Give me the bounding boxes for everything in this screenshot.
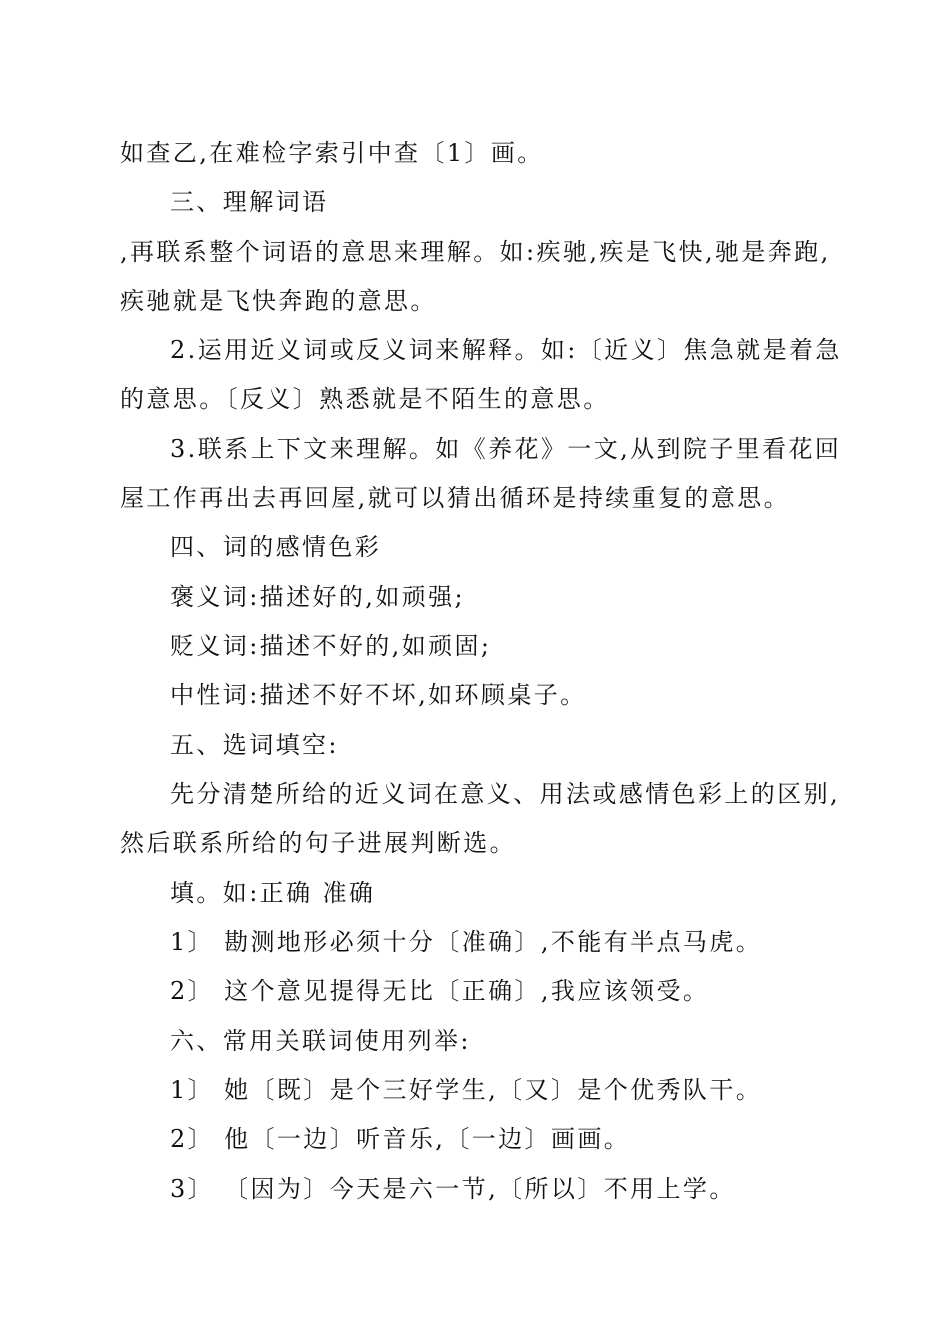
paragraph-line: 屋工作再出去再回屋,就可以猜出循环是持续重复的意思。: [120, 484, 791, 512]
list-item: 2〕 他〔一边〕听音乐,〔一边〕画画。: [170, 1125, 631, 1153]
section-heading: 六、常用关联词使用列举:: [170, 1027, 471, 1055]
paragraph-line: 褒义词:描述好的,如顽强;: [170, 583, 465, 611]
paragraph-line: ,再联系整个词语的意思来理解。如:疾驰,疾是飞快,驰是奔跑,: [120, 238, 831, 266]
paragraph-line: 填。如:正确 准确: [170, 879, 376, 907]
list-item: 1〕 勘测地形必须十分〔准确〕,不能有半点马虎。: [170, 928, 763, 956]
list-item: 2〕 这个意见提得无比〔正确〕,我应该领受。: [170, 977, 710, 1005]
paragraph-line: 贬义词:描述不好的,如顽固;: [170, 632, 492, 660]
paragraph-line: 2.运用近义词或反义词来解释。如:〔近义〕焦急就是着急: [170, 336, 842, 364]
paragraph-line: 中性词:描述不好不坏,如环顾桌子。: [170, 681, 587, 709]
section-heading: 五、选词填空:: [170, 731, 339, 759]
section-heading: 四、词的感情色彩: [170, 533, 382, 561]
paragraph-line: 的意思。〔反义〕熟悉就是不陌生的意思。: [120, 385, 610, 413]
paragraph-line: 先分清楚所给的近义词在意义、用法或感情色彩上的区别,: [170, 780, 841, 808]
paragraph-line: 如查乙,在难检字索引中查〔1〕画。: [120, 139, 544, 167]
paragraph-line: 然后联系所给的句子进展判断选。: [120, 829, 516, 857]
section-heading: 三、理解词语: [170, 188, 329, 216]
list-item: 3〕 〔因为〕今天是六一节,〔所以〕不用上学。: [170, 1175, 736, 1203]
list-item: 1〕 她〔既〕是个三好学生,〔又〕是个优秀队干。: [170, 1076, 763, 1104]
paragraph-line: 疾驰就是飞快奔跑的意思。: [120, 287, 437, 315]
paragraph-line: 3.联系上下文来理解。如《养花》一文,从到院子里看花回: [170, 435, 842, 463]
